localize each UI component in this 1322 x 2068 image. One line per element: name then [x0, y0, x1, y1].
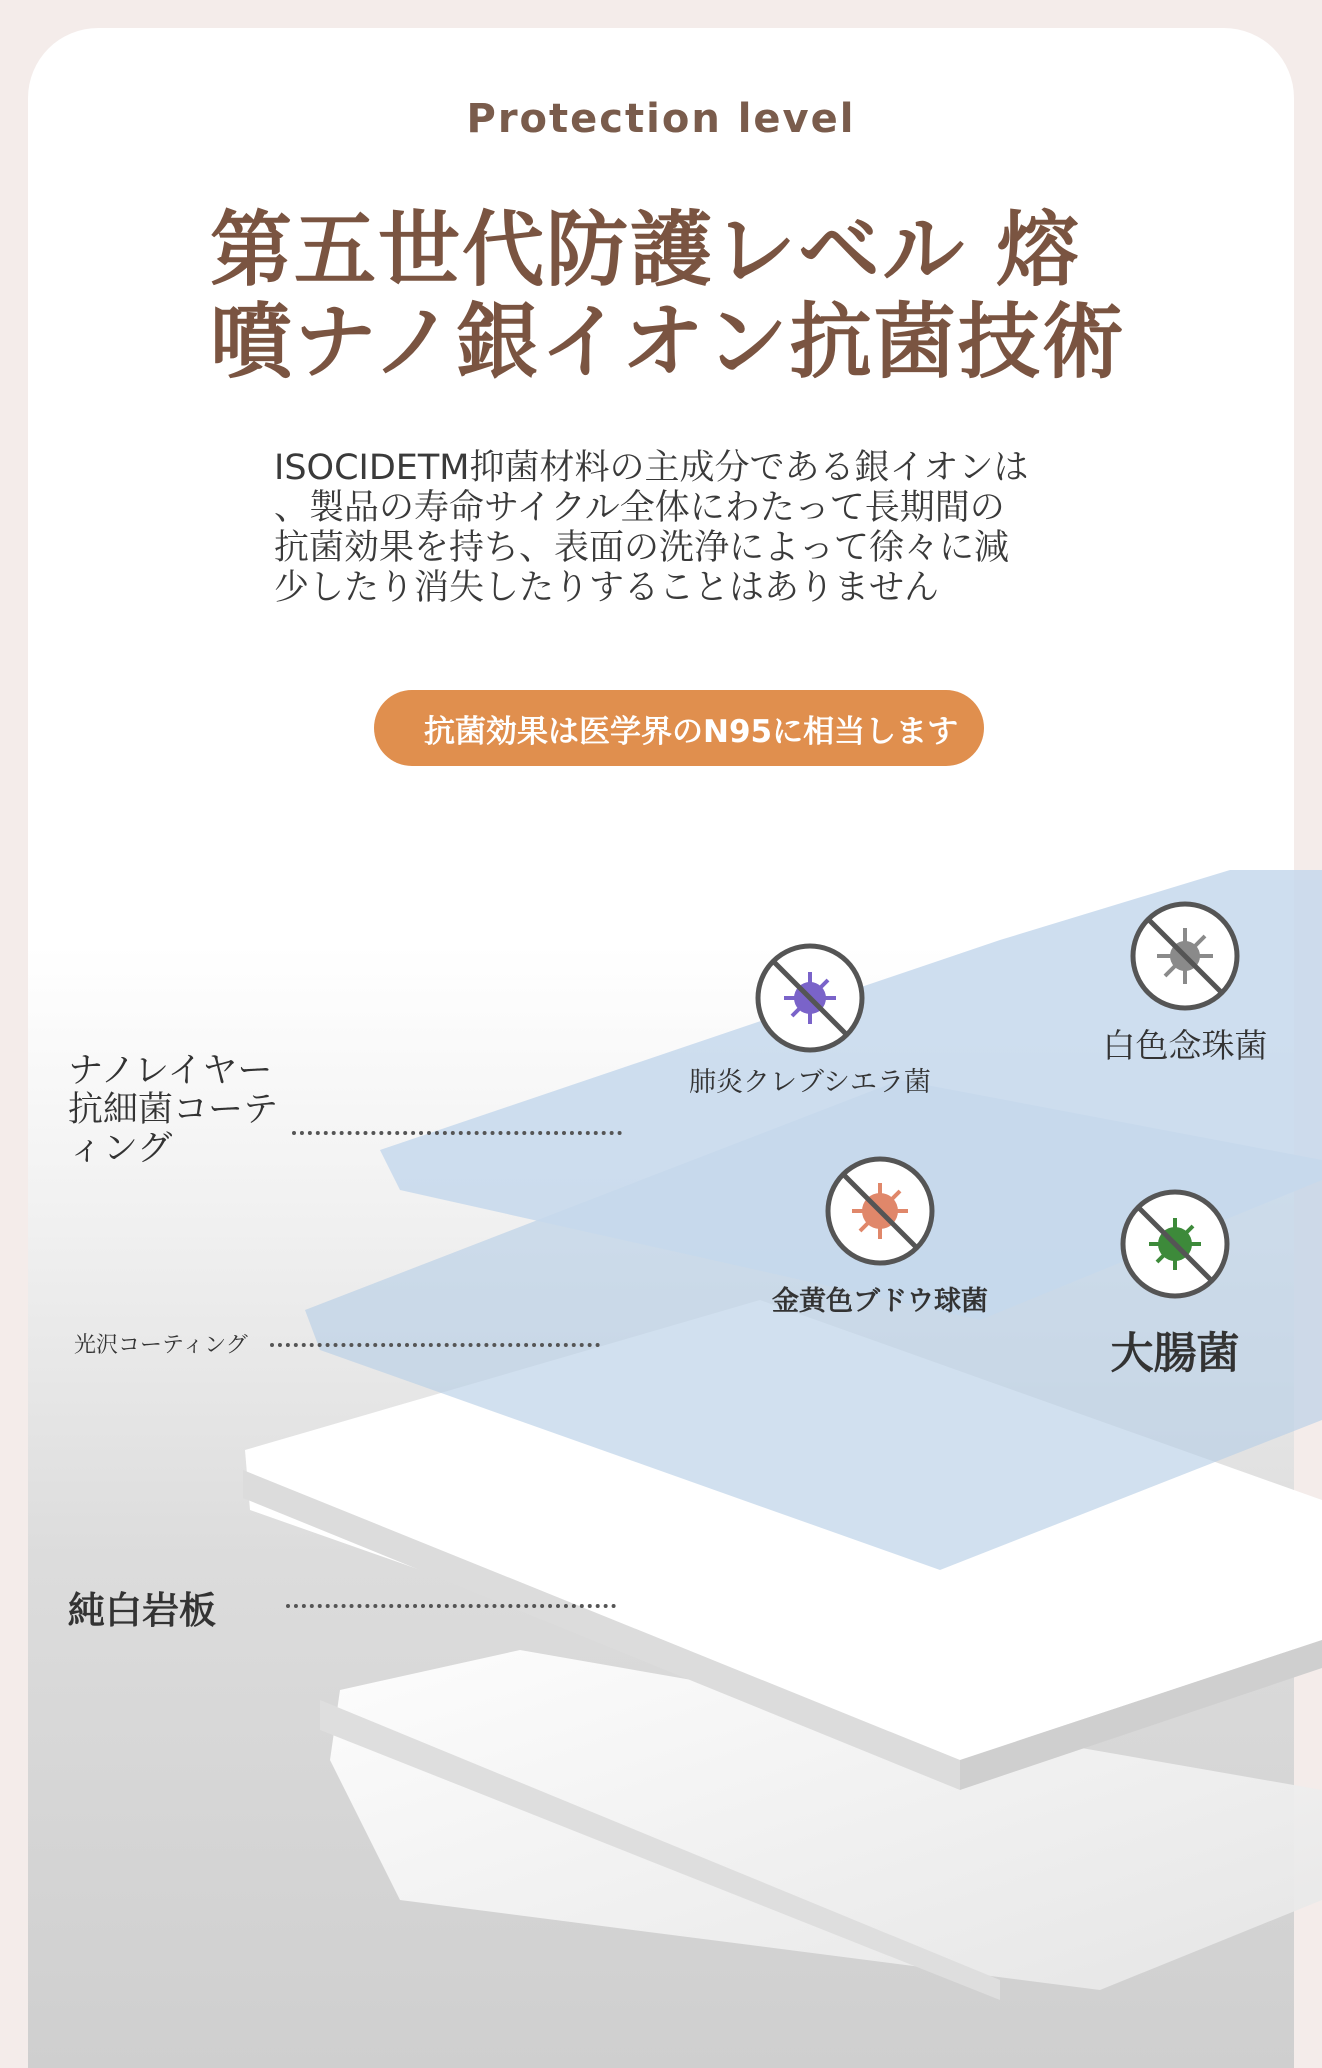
section-subtitle: Protection level — [466, 96, 856, 142]
n95-badge-text: 抗菌効果は医学界のN95に相当します — [424, 713, 959, 750]
bacteria-klebsiella — [660, 942, 960, 1099]
staphylococcus-icon — [824, 1155, 936, 1267]
description-line-1: ISOCIDETM抑菌材料の主成分である銀イオンは — [274, 448, 1029, 488]
candida-icon — [1129, 900, 1241, 1012]
ecoli-icon — [1119, 1188, 1231, 1300]
description-line-4: 少したり消失したりすることはありません — [274, 568, 940, 608]
description — [274, 448, 1074, 608]
white-slab-label: 純白岩板 — [68, 1589, 216, 1632]
nano-label-line-2: 抗細菌コーテ — [68, 1090, 279, 1130]
bacteria-ecoli — [1080, 1188, 1270, 1381]
description-line-3: 抗菌効果を持ち、表面の洗浄によって徐々に減 — [274, 528, 1010, 568]
nano-label-line-1: ナノレイヤー — [68, 1051, 273, 1091]
bacteria-staphylococcus — [740, 1155, 1020, 1318]
gloss-layer-label: 光沢コーティング — [74, 1333, 248, 1358]
title-line-2: 噴ナノ銀イオン抗菌技術 — [210, 295, 1126, 390]
nano-label-line-3: ィング — [68, 1129, 173, 1169]
description-line-2: 、製品の寿命サイクル全体にわたって長期間の — [274, 488, 1005, 528]
bacteria-candida — [1060, 900, 1310, 1067]
klebsiella-icon — [754, 942, 866, 1054]
page-title — [210, 205, 1170, 389]
title-line-1: 第五世代防護レベル 熔 — [210, 203, 1081, 298]
n95-badge — [374, 690, 984, 766]
bacteria-name: 大腸菌 — [1110, 1329, 1240, 1379]
bacteria-name: 白色念珠菌 — [1102, 1026, 1268, 1065]
white-leader-line — [286, 1604, 616, 1608]
bacteria-name: 金黄色ブドウ球菌 — [772, 1286, 988, 1317]
nano-layer-label — [68, 1052, 308, 1169]
nano-leader-line — [292, 1131, 622, 1135]
gloss-leader-line — [270, 1343, 600, 1347]
bacteria-name: 肺炎クレブシエラ菌 — [689, 1067, 931, 1098]
